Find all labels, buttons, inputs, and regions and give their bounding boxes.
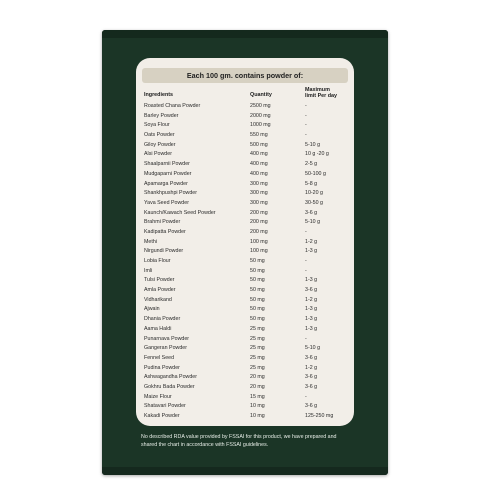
limit-cell: 10-20 g xyxy=(305,190,323,197)
table-row xyxy=(144,286,348,296)
ingredient-cell: Giloy Powder xyxy=(144,141,176,148)
quantity-cell: 50 mg xyxy=(250,277,265,284)
quantity-cell: 10 mg xyxy=(250,413,265,419)
limit-cell: 3-6 g xyxy=(305,209,318,216)
ingredient-cell: Pudina Powder xyxy=(144,364,180,371)
quantity-cell: 50 mg xyxy=(250,316,265,323)
quantity-cell: 500 mg xyxy=(250,141,268,148)
quantity-cell: 20 mg xyxy=(250,374,265,381)
limit-cell: 5-10 g xyxy=(305,219,321,226)
ingredient-cell: Ajwain xyxy=(144,306,160,313)
column-header-max-limit xyxy=(305,87,337,100)
limit-cell: 1-3 g xyxy=(305,306,318,313)
ingredient-cell: Alsi Powder xyxy=(144,151,172,158)
table-row xyxy=(144,150,348,160)
limit-cell: 3-6 g xyxy=(305,374,318,381)
limit-cell: 1-2 g xyxy=(305,296,318,303)
table-row xyxy=(144,267,348,277)
ingredient-cell: Kaunch/Kawach Seed Powder xyxy=(144,209,216,216)
limit-cell: 5-10 g xyxy=(305,141,321,148)
ingredient-cell: Shaalparnii Powder xyxy=(144,161,190,168)
table-row xyxy=(144,354,348,364)
table-row xyxy=(144,364,348,374)
ingredient-cell: Nirgundi Powder xyxy=(144,248,184,255)
limit-cell: 1-2 g xyxy=(305,364,318,371)
quantity-cell: 25 mg xyxy=(250,364,265,371)
limit-cell: 10 g -20 g xyxy=(305,151,329,158)
quantity-cell: 100 mg xyxy=(250,248,268,255)
table-row xyxy=(144,209,348,219)
ingredient-cell: Barley Powder xyxy=(144,112,179,119)
limit-cell: 2-5 g xyxy=(305,161,318,168)
table-row xyxy=(144,102,348,112)
table-row xyxy=(144,170,348,180)
table-row xyxy=(144,228,348,238)
quantity-cell: 25 mg xyxy=(250,354,265,361)
ingredient-cell: Punarnava Powder xyxy=(144,335,190,342)
quantity-cell: 400 mg xyxy=(250,161,268,168)
table-row xyxy=(144,180,348,190)
ingredient-cell: Yava Seed Powder xyxy=(144,199,189,206)
quantity-cell: 200 mg xyxy=(250,219,268,226)
table-row xyxy=(144,412,348,422)
quantity-cell: 50 mg xyxy=(250,258,265,264)
limit-cell: - xyxy=(305,112,307,119)
limit-cell: - xyxy=(305,267,307,274)
table-row xyxy=(144,160,348,170)
table-row xyxy=(144,402,348,412)
limit-cell: 30-50 g xyxy=(305,199,323,206)
ingredient-cell: Ashwagandha Powder xyxy=(144,374,198,381)
limit-cell: - xyxy=(305,132,307,139)
limit-cell: 125-250 mg xyxy=(305,413,334,419)
table-row xyxy=(144,121,348,131)
limit-cell: - xyxy=(305,103,307,109)
limit-cell: 1-3 g xyxy=(305,248,318,255)
package-bottom-edge xyxy=(102,467,388,475)
quantity-cell: 20 mg xyxy=(250,383,265,390)
quantity-cell: 1000 mg xyxy=(250,122,271,129)
quantity-cell: 10 mg xyxy=(250,403,265,410)
quantity-cell: 50 mg xyxy=(250,296,265,303)
ingredient-cell: Kadipatta Powder xyxy=(144,228,186,235)
quantity-cell: 50 mg xyxy=(250,267,265,274)
limit-cell: 1-3 g xyxy=(305,277,318,284)
column-header-quantity: Quantity xyxy=(250,92,272,98)
table-row xyxy=(144,296,348,306)
quantity-cell: 300 mg xyxy=(250,180,268,187)
quantity-cell: 550 mg xyxy=(250,132,268,139)
table-row xyxy=(144,189,348,199)
ingredient-cell: Lobia Flour xyxy=(144,258,171,264)
limit-cell: 3-6 g xyxy=(305,287,318,294)
ingredient-cell: Roasted Chana Powder xyxy=(144,103,201,109)
limit-cell: 1-2 g xyxy=(305,238,318,245)
limit-cell: 1-3 g xyxy=(305,316,318,323)
ingredient-cell: Gokhru Bada Powder xyxy=(144,383,195,390)
quantity-cell: 25 mg xyxy=(250,345,265,352)
table-row xyxy=(144,131,348,141)
limit-cell: - xyxy=(305,258,307,264)
quantity-cell: 400 mg xyxy=(250,170,268,177)
table-row xyxy=(144,305,348,315)
ingredient-cell: Dhania Powder xyxy=(144,316,181,323)
table-row xyxy=(144,247,348,257)
ingredient-cell: Mudgaparni Powder xyxy=(144,170,192,177)
quantity-cell: 2000 mg xyxy=(250,112,271,119)
ingredient-cell: Gangeran Powder xyxy=(144,345,187,352)
limit-cell: 5-10 g xyxy=(305,345,321,352)
table-row xyxy=(144,344,348,354)
quantity-cell: 50 mg xyxy=(250,287,265,294)
ingredient-cell: Shankhpushpi Powder xyxy=(144,190,198,197)
ingredient-cell: Maize Flour xyxy=(144,393,172,400)
ingredient-cell: Soya Flour xyxy=(144,122,170,129)
quantity-cell: 400 mg xyxy=(250,151,268,158)
ingredient-cell: Apamarga Powder xyxy=(144,180,188,187)
ingredient-cell: Shatavari Powder xyxy=(144,403,186,410)
ingredient-cell: Vidharikand xyxy=(144,296,172,303)
table-row xyxy=(144,218,348,228)
fssai-footnote: No described RDA value provided by FSSAI for this product, we have prepared and shared the chart in accordance with FSSAI guidelines. xyxy=(141,434,337,448)
ingredient-cell: Oats Powder xyxy=(144,132,175,139)
limit-cell: - xyxy=(305,335,307,342)
limit-cell: 5-8 g xyxy=(305,180,318,187)
table-row xyxy=(144,141,348,151)
column-header-max-line1: Maximum xyxy=(305,87,330,93)
ingredient-cell: Kakadi Powder xyxy=(144,413,180,419)
panel-title: Each 100 gm. contains powder of: xyxy=(186,71,304,80)
quantity-cell: 200 mg xyxy=(250,228,268,235)
limit-cell: - xyxy=(305,122,307,129)
column-header-max-line2: limit Per day xyxy=(305,93,338,100)
quantity-cell: 25 mg xyxy=(250,335,265,342)
table-row xyxy=(144,335,348,345)
quantity-cell: 2500 mg xyxy=(250,103,271,109)
quantity-cell: 15 mg xyxy=(250,393,265,400)
ingredient-cell: Tulsi Powder xyxy=(144,277,175,284)
ingredient-cell: Fennel Seed xyxy=(144,354,175,361)
quantity-cell: 300 mg xyxy=(250,190,268,197)
limit-cell: - xyxy=(305,228,307,235)
quantity-cell: 50 mg xyxy=(250,306,265,313)
table-row xyxy=(144,257,348,267)
limit-cell: 3-6 g xyxy=(305,383,318,390)
table-row xyxy=(144,112,348,122)
limit-cell: 3-6 g xyxy=(305,403,318,410)
table-row xyxy=(144,199,348,209)
ingredient-cell: Amla Powder xyxy=(144,287,176,294)
limit-cell: - xyxy=(305,393,307,400)
quantity-cell: 200 mg xyxy=(250,209,268,216)
ingredient-cell: Aama Haldi xyxy=(144,325,172,332)
limit-cell: 50-100 g xyxy=(305,170,326,177)
table-row xyxy=(144,315,348,325)
table-row xyxy=(144,238,348,248)
package-top-edge xyxy=(102,30,388,38)
quantity-cell: 100 mg xyxy=(250,238,268,245)
table-row xyxy=(144,325,348,335)
table-row xyxy=(144,383,348,393)
quantity-cell: 25 mg xyxy=(250,325,265,332)
ingredients-table xyxy=(144,102,348,422)
quantity-cell: 300 mg xyxy=(250,199,268,206)
limit-cell: 1-3 g xyxy=(305,325,318,332)
table-row xyxy=(144,276,348,286)
table-row xyxy=(144,393,348,403)
ingredient-cell: Brahmi Powder xyxy=(144,219,181,226)
limit-cell: 3-6 g xyxy=(305,354,318,361)
ingredient-cell: Methi xyxy=(144,238,157,245)
column-header-ingredients: Ingredients xyxy=(144,92,174,98)
ingredient-cell: Imli xyxy=(144,267,153,274)
table-row xyxy=(144,373,348,383)
